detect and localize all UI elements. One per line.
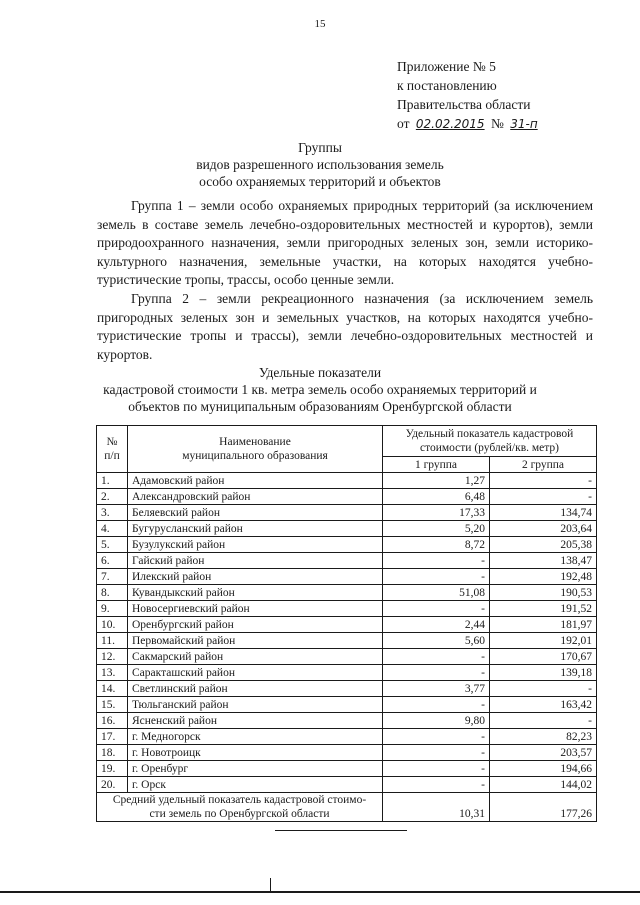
- municipality-name: Илекский район: [128, 569, 383, 585]
- municipality-name: Новосергиевский район: [128, 601, 383, 617]
- average-label: [97, 793, 383, 822]
- group-1-value: 6,48: [383, 489, 490, 505]
- title-line-1: Группы: [298, 140, 342, 155]
- row-number: 8.: [97, 585, 128, 601]
- average-group-2: 177,26: [490, 793, 597, 822]
- row-number: 9.: [97, 601, 128, 617]
- municipality-name: Оренбургский район: [128, 617, 383, 633]
- table-row: [97, 633, 597, 649]
- municipality-name: Первомайский район: [128, 633, 383, 649]
- header-number-line-1: №: [106, 436, 118, 448]
- group-2-value: 163,42: [490, 697, 597, 713]
- municipality-name: г. Оренбург: [128, 761, 383, 777]
- header-name-line-2: муниципального образования: [182, 450, 328, 462]
- municipality-name: г. Медногорск: [128, 729, 383, 745]
- table-row: [97, 585, 597, 601]
- row-number: 18.: [97, 745, 128, 761]
- row-number: 19.: [97, 761, 128, 777]
- row-number: 12.: [97, 649, 128, 665]
- group-2-value: 191,52: [490, 601, 597, 617]
- municipality-name: Беляевский район: [128, 505, 383, 521]
- group-1-value: 9,80: [383, 713, 490, 729]
- group-2-value: 82,23: [490, 729, 597, 745]
- group-2-value: 139,18: [490, 665, 597, 681]
- table-row: [97, 697, 597, 713]
- appendix-line-1: Приложение № 5: [397, 59, 496, 74]
- group-2-value: 192,48: [490, 569, 597, 585]
- handwritten-number: 31-п: [510, 117, 538, 131]
- title-line-2: видов разрешенного использования земель: [196, 157, 444, 172]
- group-1-value: -: [383, 777, 490, 793]
- group-2-value: -: [490, 473, 597, 489]
- group-1-value: 8,72: [383, 537, 490, 553]
- row-number: 1.: [97, 473, 128, 489]
- group-2-value: 205,38: [490, 537, 597, 553]
- row-number: 7.: [97, 569, 128, 585]
- group-1-value: -: [383, 729, 490, 745]
- table-row: [97, 777, 597, 793]
- group-1-value: -: [383, 649, 490, 665]
- group-1-value: -: [383, 553, 490, 569]
- group-1-value: -: [383, 569, 490, 585]
- group-1-value: -: [383, 697, 490, 713]
- table-row: [97, 617, 597, 633]
- group-2-value: 194,66: [490, 761, 597, 777]
- table-body: [97, 473, 597, 793]
- municipality-name: Бузулукский район: [128, 537, 383, 553]
- row-number: 3.: [97, 505, 128, 521]
- header-name: [128, 426, 383, 473]
- row-number: 13.: [97, 665, 128, 681]
- group-2-value: 144,02: [490, 777, 597, 793]
- group-1-value: 17,33: [383, 505, 490, 521]
- row-number: 20.: [97, 777, 128, 793]
- municipality-name: Светлинский район: [128, 681, 383, 697]
- group-1-value: -: [383, 761, 490, 777]
- municipality-name: г. Орск: [128, 777, 383, 793]
- from-label: от: [397, 116, 410, 131]
- municipality-name: Гайский район: [128, 553, 383, 569]
- closing-rule: [275, 830, 407, 831]
- municipality-name: Адамовский район: [128, 473, 383, 489]
- table-row: [97, 601, 597, 617]
- table-row: [97, 473, 597, 489]
- header-number: [97, 426, 128, 473]
- municipality-name: Тюльганский район: [128, 697, 383, 713]
- row-number: 5.: [97, 537, 128, 553]
- group-2-value: 190,53: [490, 585, 597, 601]
- municipality-name: Ясненский район: [128, 713, 383, 729]
- row-number: 17.: [97, 729, 128, 745]
- number-label: №: [490, 116, 504, 131]
- table-row: [97, 665, 597, 681]
- municipality-name: г. Новотроицк: [128, 745, 383, 761]
- group-1-value: 1,27: [383, 473, 490, 489]
- table-row: [97, 489, 597, 505]
- document-title: [0, 139, 640, 190]
- table-row: [97, 729, 597, 745]
- page-number: 15: [314, 18, 326, 30]
- header-indicator-line-1: Удельный показатель кадастровой: [405, 428, 574, 440]
- group-2-value: 203,57: [490, 745, 597, 761]
- table-title-line-3: объектов по муниципальным образованиям Оренбургской области: [128, 399, 512, 414]
- group-2-value: 134,74: [490, 505, 597, 521]
- table-row: [97, 649, 597, 665]
- appendix-block: [397, 57, 541, 134]
- group-1-value: -: [383, 601, 490, 617]
- row-number: 10.: [97, 617, 128, 633]
- group-2-value: 181,97: [490, 617, 597, 633]
- table-title-line-2: кадастровой стоимости 1 кв. метра земель особо охраняемых территорий и: [103, 382, 537, 397]
- header-group-2: 2 группа: [490, 457, 597, 473]
- row-number: 15.: [97, 697, 128, 713]
- row-number: 6.: [97, 553, 128, 569]
- header-name-line-1: Наименование: [219, 436, 291, 448]
- table-row: [97, 761, 597, 777]
- row-number: 14.: [97, 681, 128, 697]
- bottom-tick-mark: [270, 878, 271, 891]
- municipality-name: Александровский район: [128, 489, 383, 505]
- average-label-line-1: Средний удельный показатель кадастровой стоимо-: [112, 794, 367, 806]
- paragraph-group-2: Группа 2 – земли рекреационного назначения (за исключением земель пригородных зеленых зон и земельных участков, на которых находятся учебно-туристические тропы и трассы), земли лечебно-оздоровительных местностей и курортов.: [97, 291, 593, 362]
- group-2-value: -: [490, 681, 597, 697]
- appendix-line-2: к постановлению: [397, 78, 497, 93]
- appendix-date-line: [397, 114, 541, 134]
- bottom-rule: [0, 891, 640, 893]
- group-2-value: 192,01: [490, 633, 597, 649]
- group-1-value: -: [383, 665, 490, 681]
- header-indicator: [383, 426, 597, 457]
- municipality-name: Бугурусланский район: [128, 521, 383, 537]
- average-group-1: 10,31: [383, 793, 490, 822]
- table-row: [97, 521, 597, 537]
- group-2-value: 170,67: [490, 649, 597, 665]
- cadastral-value-table: [96, 425, 597, 822]
- group-2-value: 138,47: [490, 553, 597, 569]
- table-row: [97, 537, 597, 553]
- group-2-value: -: [490, 713, 597, 729]
- appendix-line-3: Правительства области: [397, 97, 531, 112]
- table-title: [0, 364, 640, 415]
- table-row: [97, 745, 597, 761]
- row-number: 4.: [97, 521, 128, 537]
- group-2-value: 203,64: [490, 521, 597, 537]
- group-2-value: -: [490, 489, 597, 505]
- row-number: 11.: [97, 633, 128, 649]
- group-1-value: 2,44: [383, 617, 490, 633]
- group-1-value: 51,08: [383, 585, 490, 601]
- average-label-line-2: сти земель по Оренбургской области: [149, 808, 330, 820]
- row-number: 2.: [97, 489, 128, 505]
- paragraph-group-1: Группа 1 – земли особо охраняемых природных территорий (за исключением земель в составе земель лечебно-оздоровительных местностей и курортов), земли природоохранного назначения, земли пригородных зеленых зон, земли историко-культурного назначения, земельные участки, на которых находятся учебно-туристические тропы, трассы, особо ценные земли.: [97, 198, 593, 288]
- municipality-name: Саракташский район: [128, 665, 383, 681]
- group-1-value: 5,60: [383, 633, 490, 649]
- header-group-1: 1 группа: [383, 457, 490, 473]
- handwritten-date: 02.02.2015: [415, 117, 485, 131]
- municipality-name: Кувандыкский район: [128, 585, 383, 601]
- header-number-line-2: п/п: [104, 450, 120, 462]
- municipality-name: Сакмарский район: [128, 649, 383, 665]
- table-row: [97, 681, 597, 697]
- group-1-value: -: [383, 745, 490, 761]
- group-1-value: 3,77: [383, 681, 490, 697]
- table-title-line-1: Удельные показатели: [258, 365, 382, 380]
- header-indicator-line-2: стоимости (рублей/кв. метр): [419, 442, 560, 454]
- table-row: [97, 505, 597, 521]
- table-row: [97, 553, 597, 569]
- table-row: [97, 569, 597, 585]
- average-row: [97, 793, 597, 822]
- group-1-value: 5,20: [383, 521, 490, 537]
- title-line-3: особо охраняемых территорий и объектов: [199, 174, 441, 189]
- table-row: [97, 713, 597, 729]
- row-number: 16.: [97, 713, 128, 729]
